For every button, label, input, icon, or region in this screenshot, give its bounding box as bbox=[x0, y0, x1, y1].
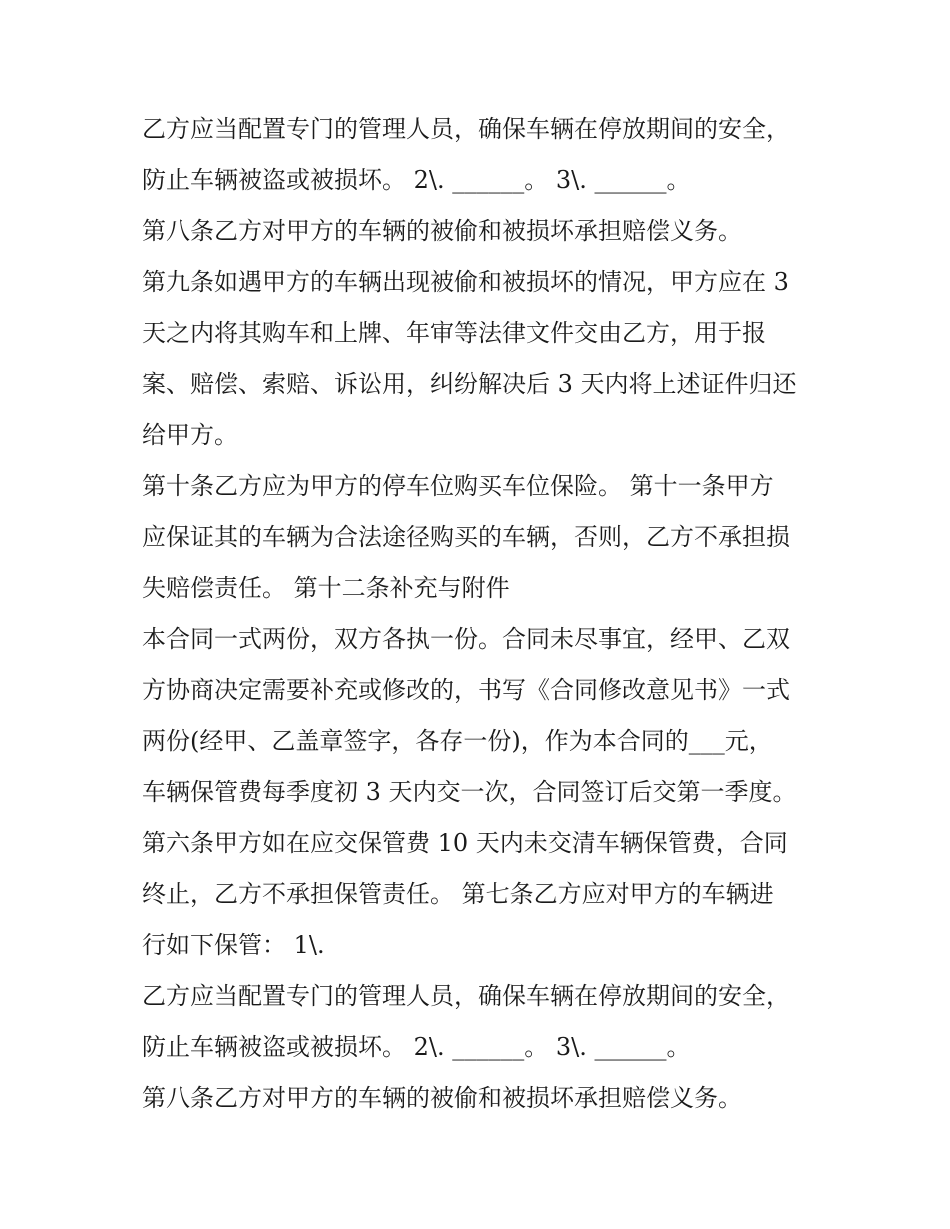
text-line: 防止车辆被盗或被损坏。 2\. ______。 3\. ______。 bbox=[142, 1033, 691, 1061]
text-line: 应保证其的车辆为合法途径购买的车辆，否则，乙方不承担损 bbox=[142, 523, 790, 551]
text-line: 防止车辆被盗或被损坏。 2\. ______。 3\. ______。 bbox=[142, 166, 691, 194]
text-line: 给甲方。 bbox=[142, 421, 238, 449]
text-line: 乙方应当配置专门的管理人员，确保车辆在停放期间的安全， bbox=[142, 115, 790, 143]
text-line: 两份(经甲、乙盖章签字，各存一份)，作为本合同的___元， bbox=[142, 727, 773, 755]
text-line: 第十条乙方应为甲方的停车位购买车位保险。 第十一条甲方 bbox=[142, 472, 774, 500]
text-line: 本合同一式两份，双方各执一份。合同未尽事宜，经甲、乙双 bbox=[142, 625, 790, 653]
text-line: 第六条甲方如在应交保管费 10 天内未交清车辆保管费，合同 bbox=[142, 829, 788, 857]
text-line: 第八条乙方对甲方的车辆的被偷和被损坏承担赔偿义务。 bbox=[142, 217, 742, 245]
text-line: 第八条乙方对甲方的车辆的被偷和被损坏承担赔偿义务。 bbox=[142, 1084, 742, 1112]
text-line: 第九条如遇甲方的车辆出现被偷和被损坏的情况，甲方应在 3 bbox=[142, 268, 789, 296]
text-line: 行如下保管： 1\. bbox=[142, 931, 325, 959]
text-line: 车辆保管费每季度初 3 天内交一次，合同签订后交第一季度。 bbox=[142, 778, 797, 806]
text-line: 案、赔偿、索赔、诉讼用，纠纷解决后 3 天内将上述证件归还 bbox=[142, 370, 797, 398]
text-line: 乙方应当配置专门的管理人员，确保车辆在停放期间的安全， bbox=[142, 982, 790, 1010]
contract-text-body bbox=[142, 104, 822, 1124]
text-line: 失赔偿责任。 第十二条补充与附件 bbox=[142, 574, 510, 602]
text-line: 终止，乙方不承担保管责任。 第七条乙方应对甲方的车辆进 bbox=[142, 880, 774, 908]
text-line: 天之内将其购车和上牌、年审等法律文件交由乙方，用于报 bbox=[142, 319, 766, 347]
text-line: 方协商决定需要补充或修改的，书写《合同修改意见书》一式 bbox=[142, 676, 790, 704]
